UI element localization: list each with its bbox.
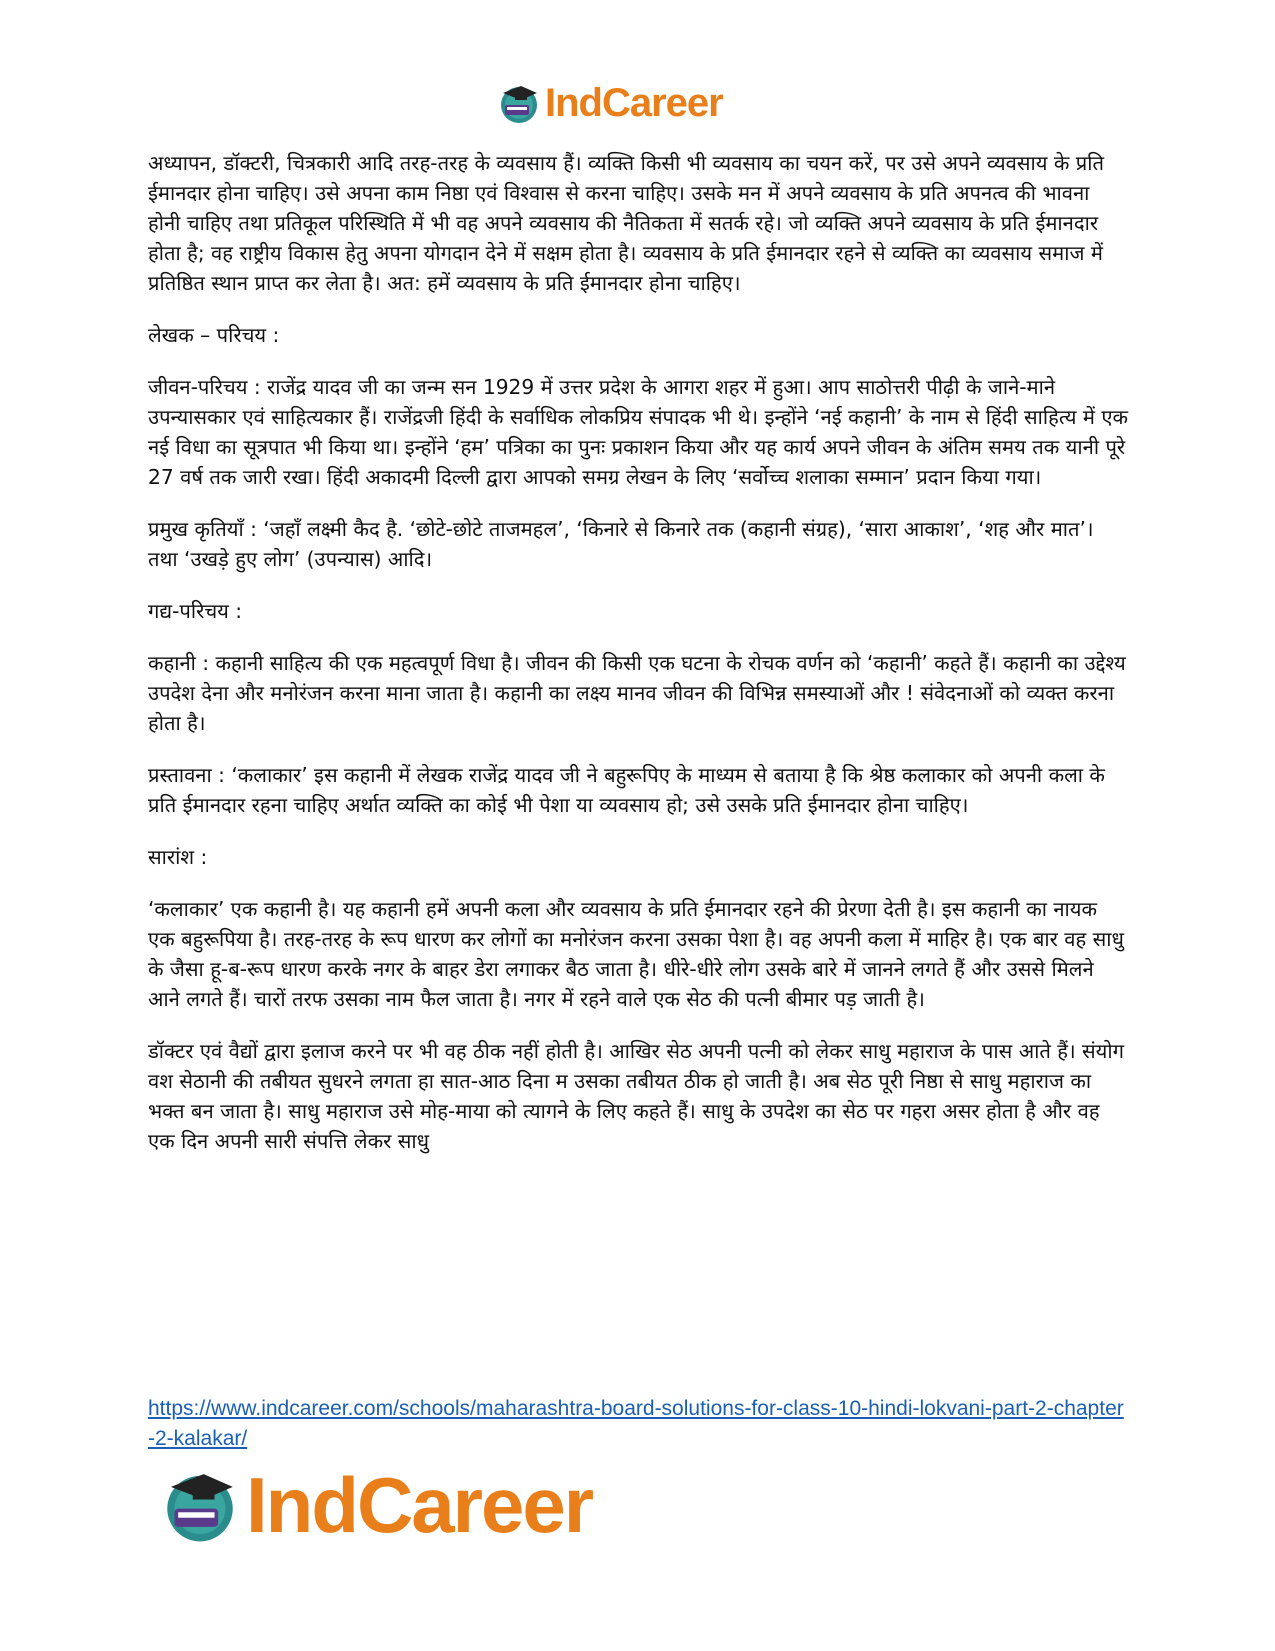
kahani-paragraph: कहानी : कहानी साहित्य की एक महत्वपूर्ण विधा है। जीवन की किसी एक घटना के रोचक वर्णन को ‘कहानी’ कहते हैं। कहानी का उद्देश्य उपदेश देना और मनोरंजन करना माना जाता है। कहानी का लक्ष्य मानव जीवन की विभिन्न समस्याओं और ! संवेदनाओं को व्यक्त करना होता है।	[148, 651, 1126, 735]
prastavana-paragraph: प्रस्तावना : ‘कलाकार’ इस कहानी में लेखक राजेंद्र यादव जी ने बहुरूपिए के माध्यम से बताया है कि श्रेष्ठ कलाकार को अपनी कला के प्रति ईमानदार रहना चाहिए अर्थात व्यक्ति का कोई भी पेशा या व्यवसाय हो; उसे उसके प्रति ईमानदार होना चाहिए।	[148, 763, 1105, 817]
saransh-paragraph-2: डॉक्टर एवं वैद्यों द्वारा इलाज करने पर भी वह ठीक नहीं होती है। आखिर सेठ अपनी पत्नी को लेकर साधु महाराज के पास आते हैं। संयोग वश सेठानी की तबीयत सुधरने लगता हा सात-आठ दिना म उसका तबीयत ठीक हो जाती है। अब सेठ पूरी निष्ठा से साधु महाराज का भक्त बन जाता है। साधु महाराज उसे मोह-माया को त्यागने के लिए कहते हैं। साधु के उपदेश का सेठ पर गहरा असर होता है और वह एक दिन अपनी सारी संपत्ति लेकर साधु	[148, 1039, 1124, 1153]
kritiyan-paragraph: प्रमुख कृतियाँ : ‘जहाँ लक्ष्मी कैद है. ‘छोटे-छोटे ताजमहल’, ‘किनारे से किनारे तक (कहानी संग्रह), ‘सारा आकाश’, ‘शह और मात’। तथा ‘उखड़े हुए लोग’ (उपन्यास) आदि।	[148, 517, 1094, 571]
document-body	[148, 148, 1128, 1178]
graduation-cap-book-globe-icon	[497, 81, 541, 125]
saransh-heading: सारांश :	[148, 845, 208, 869]
graduation-cap-book-globe-icon	[160, 1465, 240, 1545]
author-heading: लेखक – परिचय :	[148, 323, 280, 347]
source-link[interactable]: https://www.indcareer.com/schools/maharashtra-board-solutions-for-class-10-hindi-lokvani-part-2-chapter-2-kalakar/	[148, 1397, 1124, 1450]
gadya-heading: गद्य-परिचय :	[148, 599, 243, 623]
brand-name: IndCareer	[545, 80, 723, 125]
jeevan-paragraph: जीवन-परिचय : राजेंद्र यादव जी का जन्म सन 1929 में उत्तर प्रदेश के आगरा शहर में हुआ। आप साठोत्तरी पीढ़ी के जाने-माने उपन्यासकार एवं साहित्यकार हैं। राजेंद्रजी हिंदी के सर्वाधिक लोकप्रिय संपादक भी थे। इन्होंने ‘नई कहानी’ के नाम से हिंदी साहित्य में एक नई विधा का सूत्रपात भी किया था। इन्होंने ‘हम’ पत्रिका का पुनः प्रकाशन किया और यह कार्य अपने जीवन के अंतिम समय तक यानी पूरे 27 वर्ष तक जारी रखा। हिंदी अकादमी दिल्ली द्वारा आपको समग्र लेखन के लिए ‘सर्वोच्च शलाका सम्मान’ प्रदान किया गया।	[148, 375, 1128, 489]
intro-paragraph: अध्यापन, डॉक्टरी, चित्रकारी आदि तरह-तरह के व्यवसाय हैं। व्यक्ति किसी भी व्यवसाय का चयन करें, पर उसे अपने व्यवसाय के प्रति ईमानदार होना चाहिए। उसे अपना काम निष्ठा एवं विश्वास से करना चाहिए। उसके मन में अपने व्यवसाय के प्रति अपनत्व की भावना होनी चाहिए तथा प्रतिकूल परिस्थिति में भी वह अपने व्यवसाय की नैतिकता में सतर्क रहे। जो व्यक्ति अपने व्यवसाय के प्रति ईमानदार होता है; वह राष्ट्रीय विकास हेतु अपना योगदान देने में सक्षम होता है। व्यवसाय के प्रति ईमानदार रहने से व्यक्ति का व्यवसाय समाज में प्रतिष्ठित स्थान प्राप्त कर लेता है। अत: हमें व्यवसाय के प्रति ईमानदार होना चाहिए।	[148, 151, 1104, 295]
saransh-paragraph-1: ‘कलाकार’ एक कहानी है। यह कहानी हमें अपनी कला और व्यवसाय के प्रति ईमानदार रहने की प्रेरणा देती है। इस कहानी का नायक एक बहुरूपिया है। तरह-तरह के रूप धारण कर लोगों का मनोरंजन करना उसका पेशा है। वह अपनी कला में माहिर है। एक बार वह साधु के जैसा हू-ब-रूप धारण करके नगर के बाहर डेरा लगाकर बैठ जाता है। धीरे-धीरे लोग उसके बारे में जानने लगते हैं और उससे मिलने आने लगते हैं। चारों तरफ उसका नाम फैल जाता है। नगर में रहने वाले एक सेठ की पत्नी बीमार पड़ जाती है।	[148, 897, 1124, 1011]
brand-name-large: IndCareer	[246, 1460, 593, 1549]
footer-logo	[160, 1460, 592, 1550]
header-logo	[497, 78, 723, 128]
